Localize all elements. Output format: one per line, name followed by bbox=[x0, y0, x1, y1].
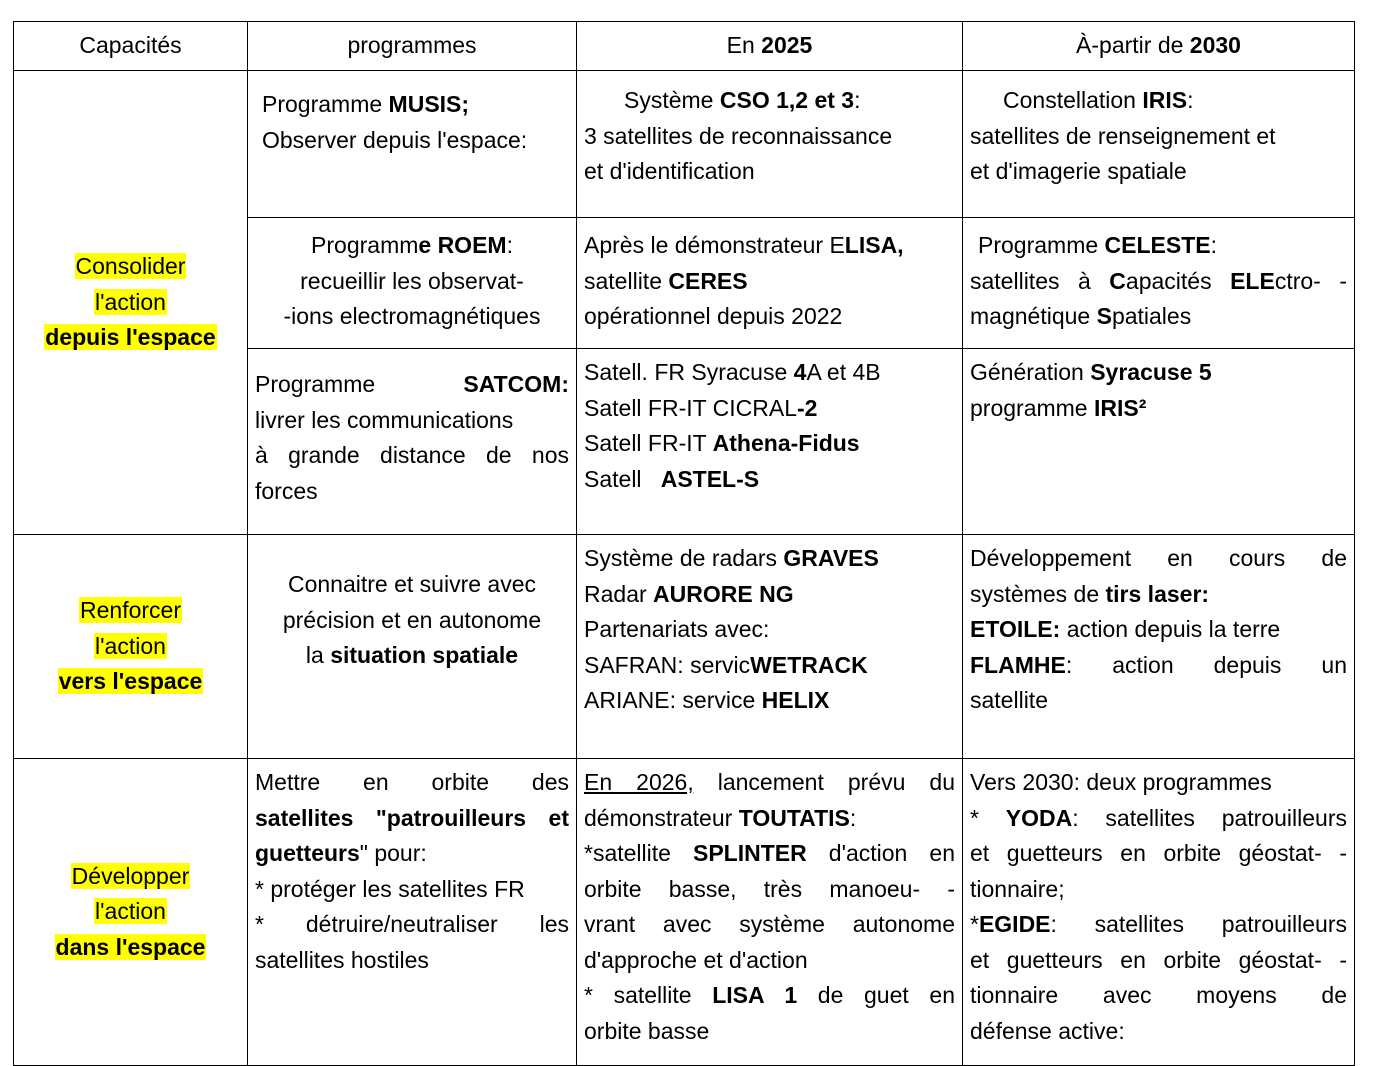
y2025-situation: Système de radars GRAVES Radar AURORE NG Partenariats avec: SAFRAN: servicWETRACK ARIANE: service HELIX bbox=[577, 535, 963, 759]
y2025-patrouille: En 2026, lancement prévu du démonstrateur TOUTATIS: *satellite SPLINTER d'action en orbite basse, très manoeu- - vrant avec système autonome d'approche et d'action * satellite LISA 1 de guet en orbite basse bbox=[577, 759, 963, 1066]
capabilities-table bbox=[13, 21, 1355, 1066]
prog-patrouille: Mettre en orbite des satellites "patrouilleurs et guetteurs" pour: * protéger les satellites FR * détruire/neutraliser les satellites hostiles bbox=[248, 759, 577, 1066]
header-2030: À-partir de 2030 bbox=[963, 22, 1355, 71]
header-capacites: Capacités bbox=[14, 22, 248, 71]
table-row bbox=[14, 759, 1355, 1066]
header-2025: En 2025 bbox=[577, 22, 963, 71]
y2030-musis: Constellation IRIS: satellites de renseignement et et d'imagerie spatiale bbox=[963, 71, 1355, 218]
y2025-musis: Système CSO 1,2 et 3: 3 satellites de reconnaissance et d'identification bbox=[577, 71, 963, 218]
section-renforcer: Renforcer l'action vers l'espace bbox=[14, 535, 248, 759]
prog-situation: Connaitre et suivre avec précision et en autonome la situation spatiale bbox=[248, 535, 577, 759]
prog-roem: Programme ROEM: recueillir les observat- -ions electromagnétiques bbox=[248, 218, 577, 349]
header-programmes: programmes bbox=[248, 22, 577, 71]
section-developper: Développer l'action dans l'espace bbox=[14, 759, 248, 1066]
y2030-patrouille: Vers 2030: deux programmes * YODA: satellites patrouilleurs et guetteurs en orbite géostat- - tionnaire; *EGIDE: satellites patrouilleurs et guetteurs en orbite géostat- - tionnaire avec moyens de défense active: bbox=[963, 759, 1355, 1066]
table-row bbox=[14, 535, 1355, 759]
prog-musis: Programme MUSIS; Observer depuis l'espace: bbox=[248, 71, 577, 218]
header-row bbox=[14, 22, 1355, 71]
y2025-roem: Après le démonstrateur ELISA, satellite CERES opérationnel depuis 2022 bbox=[577, 218, 963, 349]
prog-satcom: Programme SATCOM: livrer les communications à grande distance de nos forces bbox=[248, 349, 577, 535]
y2030-satcom: Génération Syracuse 5 programme IRIS² bbox=[963, 349, 1355, 535]
y2030-roem: Programme CELESTE: satellites à Capacités ELEctro- - magnétique Spatiales bbox=[963, 218, 1355, 349]
y2030-situation: Développement en cours de systèmes de tirs laser: ETOILE: action depuis la terre FLAMHE: action depuis un satellite bbox=[963, 535, 1355, 759]
y2025-satcom: Satell. FR Syracuse 4A et 4B Satell FR-IT CICRAL-2 Satell FR-IT Athena-Fidus Satell ASTEL-S bbox=[577, 349, 963, 535]
section-consolider: Consolider l'action depuis l'espace bbox=[14, 71, 248, 535]
table-row bbox=[14, 71, 1355, 218]
